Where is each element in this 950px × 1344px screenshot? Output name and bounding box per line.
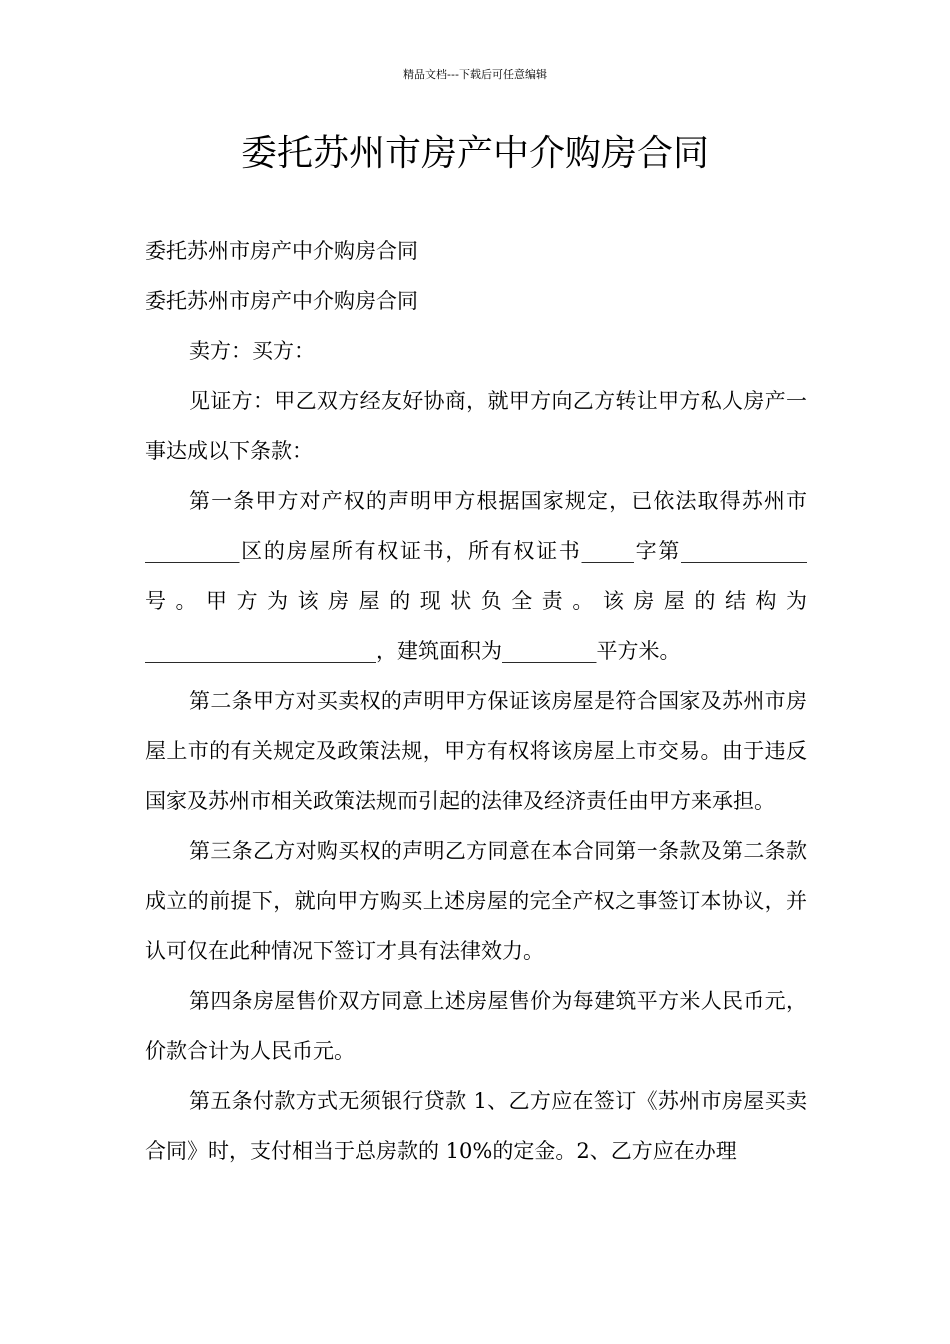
document-body [145,226,807,1176]
paragraph-1: 委托苏州市房产中介购房合同 [145,239,418,263]
clause-1: 第一条甲方对产权的声明甲方根据国家规定，已依法取得苏州市_________区的房屋所有权证书，所有权证书_____字第____________号。甲方为该房屋的现状负全责。该房屋的结构为______________________，建筑面积为_________平方米。 [145,489,807,663]
header-note: 精品文档---下载后可任意编辑 [403,68,547,81]
clause-2: 第二条甲方对买卖权的声明甲方保证该房屋是符合国家及苏州市房屋上市的有关规定及政策法规，甲方有权将该房屋上市交易。由于违反国家及苏州市相关政策法规而引起的法律及经济责任由甲方来承担。 [145,689,807,813]
document-title: 委托苏州市房产中介购房合同 [240,133,709,174]
clause-5: 第五条付款方式无须银行贷款 1、乙方应在签订《苏州市房屋买卖合同》时，支付相当于总房款的 10%的定金。2、乙方应在办理 [145,1089,807,1163]
paragraph-witness: 见证方：甲乙双方经友好协商，就甲方向乙方转让甲方私人房产一事达成以下条款： [145,389,807,463]
paragraph-parties: 卖方：买方： [189,339,315,363]
paragraph-2: 委托苏州市房产中介购房合同 [145,289,418,313]
clause-4: 第四条房屋售价双方同意上述房屋售价为每建筑平方米人民币元，价款合计为人民币元。 [145,989,807,1063]
clause-3: 第三条乙方对购买权的声明乙方同意在本合同第一条款及第二条款成立的前提下，就向甲方购买上述房屋的完全产权之事签订本协议，并认可仅在此种情况下签订才具有法律效力。 [145,839,807,963]
